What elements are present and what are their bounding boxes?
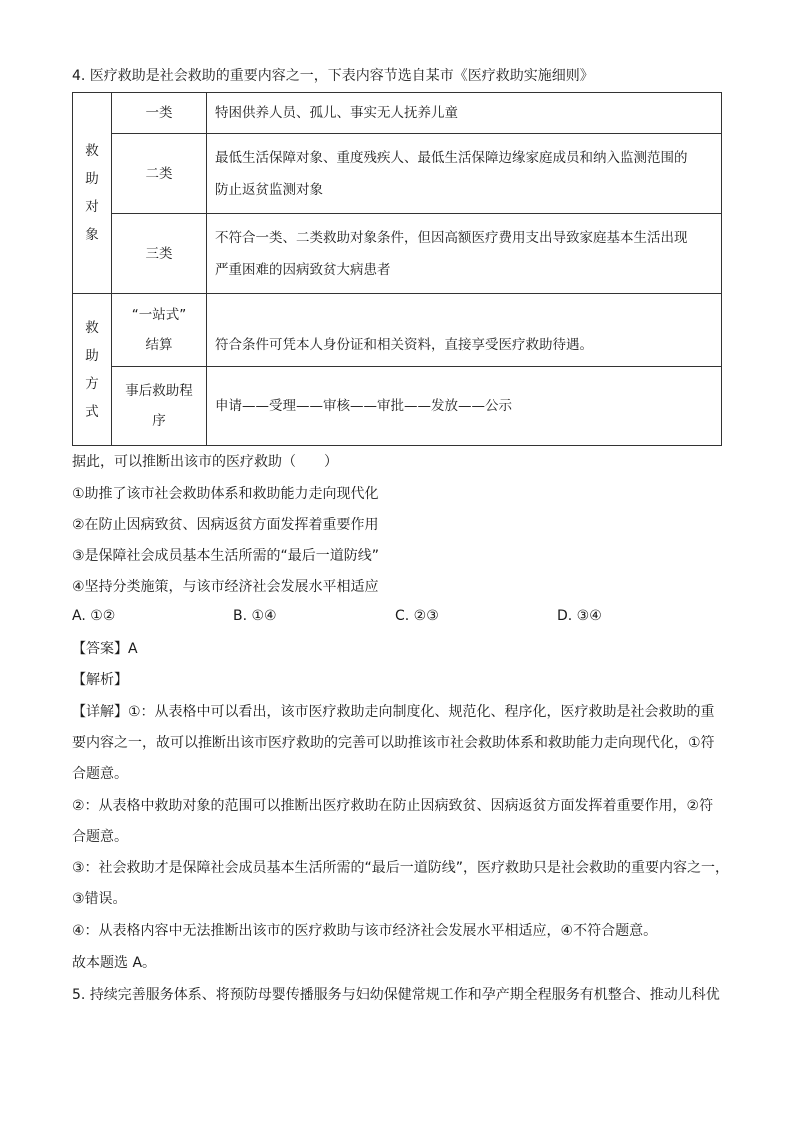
category-cell: 三类	[112, 214, 207, 294]
statement-4: ④坚持分类施策，与该市经济社会发展水平相适应	[72, 579, 379, 595]
analysis-p1-line3: 合题意。	[72, 766, 128, 782]
next-question: 5. 持续完善服务体系、将预防母婴传播服务与妇幼保健常规工作和孕产期全程服务有机整合、推动儿科优	[72, 987, 720, 1003]
category-cell: 二类	[112, 134, 207, 214]
group-label-targets: 救 助 对 象	[73, 93, 112, 294]
statement-3: ③是保障社会成员基本生活所需的“最后一道防线”	[72, 548, 380, 564]
description-cell: 特困供养人员、孤儿、事实无人抚养儿童	[207, 93, 722, 134]
answer-conclusion: 故本题选 A。	[72, 955, 157, 971]
description-cell: 符合条件可凭本人身份证和相关资料，直接享受医疗救助待遇。	[207, 294, 722, 367]
analysis-p3-line1: ③：社会救助才是保障社会成员基本生活所需的“最后一道防线”，医疗救助只是社会救助的重要内容之一，	[72, 860, 730, 876]
analysis-p2-line1: ②：从表格中救助对象的范围可以推断出医疗救助在防止因病致贫、因病返贫方面发挥着重要作用，②符	[72, 798, 714, 814]
description-cell: 最低生活保障对象、重度残疾人、最低生活保障边缘家庭成员和纳入监测范围的 防止返贫监测对象	[207, 134, 722, 214]
answer-label: 【答案】A	[72, 641, 138, 657]
statement-2: ②在防止因病致贫、因病返贫方面发挥着重要作用	[72, 517, 379, 533]
analysis-p1-line1: 【详解】①：从表格中可以看出，该市医疗救助走向制度化、规范化、程序化，医疗救助是社会救助的重	[72, 704, 715, 720]
option-c[interactable]: C. ②③	[395, 608, 439, 624]
option-b[interactable]: B. ①④	[233, 608, 277, 624]
category-cell: 一类	[112, 93, 207, 134]
group-label-methods: 救 助 方 式	[73, 294, 112, 446]
analysis-p2-line2: 合题意。	[72, 829, 128, 845]
category-cell: 事后救助程 序	[112, 367, 207, 446]
option-a[interactable]: A. ①②	[72, 608, 116, 624]
statement-1: ①助推了该市社会救助体系和救助能力走向现代化	[72, 486, 379, 502]
question-title: 4. 医疗救助是社会救助的重要内容之一，下表内容节选自某市《医疗救助实施细则》	[72, 68, 594, 84]
question-stem: 据此，可以推断出该市的医疗救助（ ）	[72, 454, 338, 470]
analysis-p3-line2: ③错误。	[72, 891, 127, 907]
option-d[interactable]: D. ③④	[557, 608, 602, 624]
description-cell: 申请——受理——审核——审批——发放——公示	[207, 367, 722, 446]
description-cell: 不符合一类、二类救助对象条件，但因高额医疗费用支出导致家庭基本生活出现 严重困难的因病致贫大病患者	[207, 214, 722, 294]
assistance-rules-table	[72, 92, 722, 446]
category-cell: “一站式” 结算	[112, 294, 207, 367]
analysis-p1-line2: 要内容之一，故可以推断出该市医疗救助的完善可以助推该市社会救助体系和救助能力走向现代化，①符	[72, 735, 715, 751]
analysis-label: 【解析】	[72, 672, 128, 688]
options-row	[72, 608, 732, 628]
analysis-p4-line1: ④：从表格内容中无法推断出该市的医疗救助与该市经济社会发展水平相适应，④不符合题意。	[72, 923, 658, 939]
